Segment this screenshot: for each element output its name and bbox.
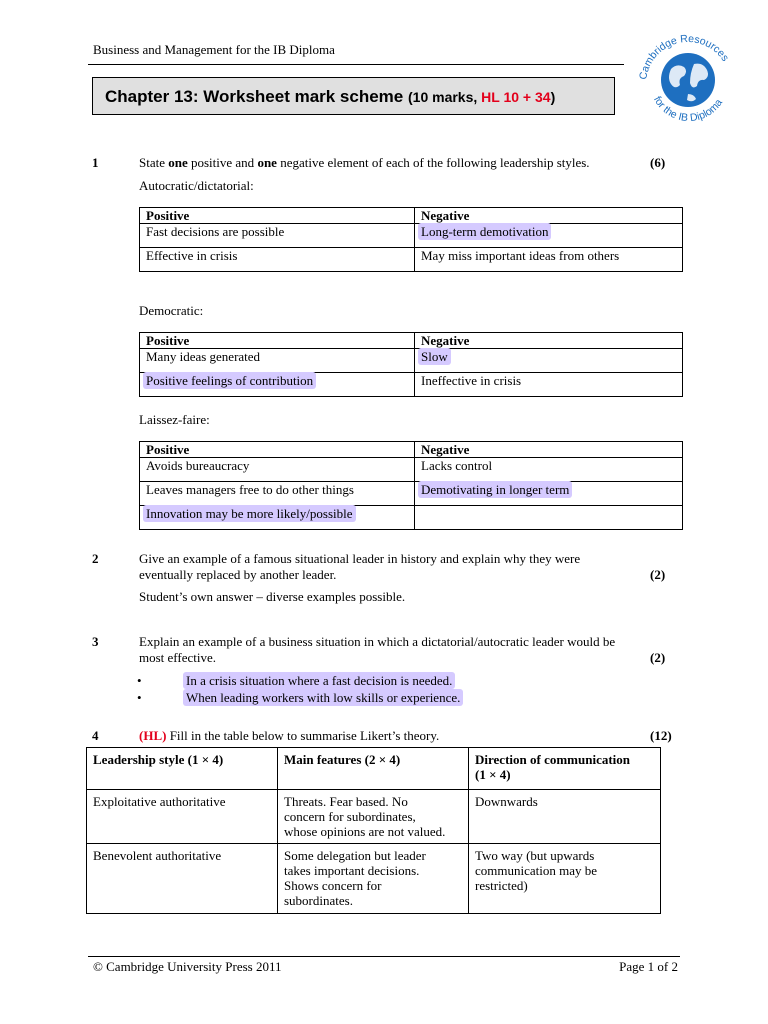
q4-number: 4 — [92, 728, 99, 743]
footer-page-number: Page 1 of 2 — [619, 959, 678, 974]
table-cell: Ineffective in crisis — [415, 373, 683, 397]
table-cell: Leaves managers free to do other things — [140, 482, 415, 506]
democratic-label: Democratic: — [139, 303, 204, 318]
table-cell — [415, 349, 683, 373]
table-cell — [140, 373, 415, 397]
laissez-faire-table — [139, 441, 683, 530]
table-cell: Some delegation but leader takes important decisions. Shows concern for subordinates. — [278, 844, 469, 914]
header-rule — [88, 64, 624, 65]
table-header: Main features (2 × 4) — [278, 748, 469, 790]
bullet-icon: • — [137, 690, 142, 705]
laissez-faire-label: Laissez-faire: — [139, 412, 210, 427]
table-header: Negative — [415, 208, 683, 224]
q4-text: (HL) Fill in the table below to summarise Likert’s theory. — [139, 728, 440, 743]
title-marks: (10 marks, HL 10 + 34) — [408, 89, 556, 105]
q3-line2: most effective. — [139, 650, 217, 665]
page-title — [92, 77, 615, 115]
highlighted-answer: Positive feelings of contribution — [143, 372, 316, 389]
table-cell: Many ideas generated — [140, 349, 415, 373]
table-cell — [140, 506, 415, 530]
q2-answer: Student’s own answer – diverse examples possible. — [139, 589, 406, 604]
title-marks-hl: HL 10 + 34 — [481, 89, 551, 105]
table-cell: May miss important ideas from others — [415, 248, 683, 272]
logo-text-top: Cambridge Resources — [637, 32, 732, 81]
highlighted-answer: Demotivating in longer term — [418, 481, 572, 498]
q3-bullet-2 — [186, 690, 463, 706]
table-header: Direction of communication (1 × 4) — [469, 748, 661, 790]
table-cell: Lacks control — [415, 458, 683, 482]
q2-marks: (2) — [650, 567, 666, 582]
table-header: Negative — [415, 333, 683, 349]
table-header: Positive — [140, 208, 415, 224]
table-cell: Exploitative authoritative — [87, 790, 278, 844]
autocratic-table — [139, 207, 683, 272]
q1-number: 1 — [92, 155, 99, 170]
q3-marks: (2) — [650, 650, 666, 665]
q1-text: State one positive and one negative element of each of the following leadership styles. — [139, 155, 590, 170]
autocratic-label: Autocratic/dictatorial: — [139, 178, 254, 193]
table-cell — [415, 506, 683, 530]
table-cell: Benevolent authoritative — [87, 844, 278, 914]
q3-number: 3 — [92, 634, 99, 649]
title-main: Chapter 13: Worksheet mark scheme — [105, 87, 404, 106]
table-cell — [415, 224, 683, 248]
table-cell: Avoids bureaucracy — [140, 458, 415, 482]
democratic-table — [139, 332, 683, 397]
table-cell: Effective in crisis — [140, 248, 415, 272]
q3-bullet-1 — [186, 673, 455, 689]
header-book-title: Business and Management for the IB Diploma — [93, 42, 335, 57]
q4-hl-tag: (HL) — [139, 728, 167, 743]
table-header: Positive — [140, 442, 415, 458]
highlighted-answer: Slow — [418, 348, 451, 365]
highlighted-answer: Long-term demotivation — [418, 223, 551, 240]
q2-number: 2 — [92, 551, 99, 566]
table-header: Positive — [140, 333, 415, 349]
highlighted-answer: In a crisis situation where a fast decision is needed. — [183, 672, 455, 689]
cambridge-resources-logo — [636, 24, 740, 128]
footer-rule — [88, 956, 680, 957]
logo-text-bottom: for the IB Diploma — [651, 94, 725, 125]
highlighted-answer: When leading workers with low skills or experience. — [183, 689, 463, 706]
bullet-icon: • — [137, 673, 142, 688]
table-cell: Fast decisions are possible — [140, 224, 415, 248]
highlighted-answer: Innovation may be more likely/possible — [143, 505, 356, 522]
table-cell — [415, 482, 683, 506]
table-cell: Two way (but upwards communication may be restricted) — [469, 844, 661, 914]
q4-marks: (12) — [650, 728, 672, 743]
footer-copyright: © Cambridge University Press 2011 — [93, 959, 282, 974]
table-cell: Downwards — [469, 790, 661, 844]
table-header: Leadership style (1 × 4) — [87, 748, 278, 790]
table-cell: Threats. Fear based. No concern for subordinates, whose opinions are not valued. — [278, 790, 469, 844]
q3-line1: Explain an example of a business situation in which a dictatorial/autocratic leader would be — [139, 634, 616, 649]
likert-table — [86, 747, 661, 914]
q1-marks: (6) — [650, 155, 666, 170]
q2-line1: Give an example of a famous situational leader in history and explain why they were — [139, 551, 581, 566]
q2-line2: eventually replaced by another leader. — [139, 567, 337, 582]
table-header: Negative — [415, 442, 683, 458]
